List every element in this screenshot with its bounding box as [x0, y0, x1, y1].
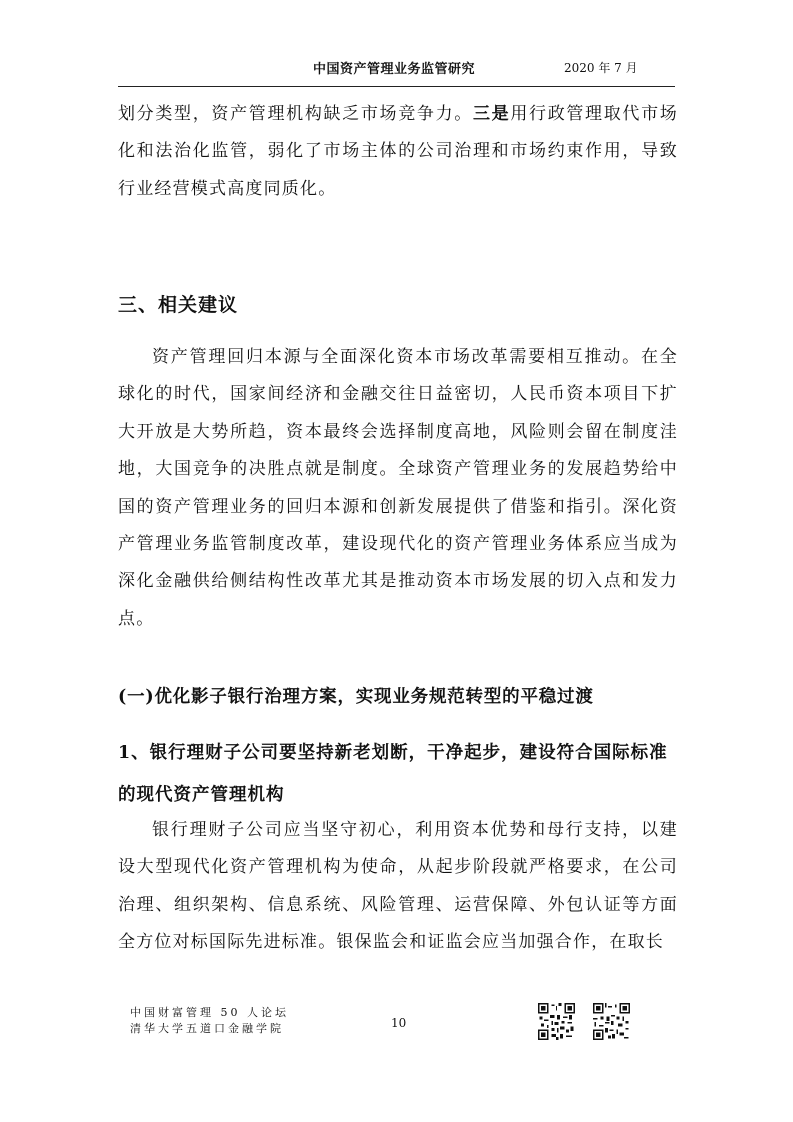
footer-org-line: 中国财富管理 50 人论坛 — [130, 1006, 289, 1019]
paragraph-bank-wealth: 银行理财子公司应当坚守初心，利用资本优势和母行支持，以建设大型现代化资产管理机构为使命，从起步阶段就严格要求，在公司治理、组织架构、信息系统、风险管理、运营保障、外包认证等方面全方位对标国际先进标准。银保监会和证监会应当加强合作，在取长 — [118, 820, 678, 953]
footer-org-line: 清华大学五道口金融学院 — [130, 1022, 284, 1035]
footer-organization — [130, 1005, 289, 1037]
header-title: 中国资产管理业务监管研究 — [313, 62, 476, 77]
page-number: 10 — [391, 1016, 407, 1030]
subsection-heading: (一)优化影子银行治理方案，实现业务规范转型的平稳过渡 — [118, 687, 594, 707]
paragraph-continued — [118, 96, 678, 208]
header-divider — [118, 86, 675, 87]
section-heading: 三、相关建议 — [118, 294, 239, 316]
qr-code-icon — [538, 1003, 575, 1040]
qr-code-icon — [593, 1003, 630, 1040]
paragraph-text: 划分类型，资产管理机构缺乏市场竞争力。 — [118, 104, 473, 124]
paragraph-recommendations: 资产管理回归本源与全面深化资本市场改革需要相互推动。在全球化的时代，国家间经济和金融交往日益密切，人民币资本项目下扩大开放是大势所趋，资本最终会选择制度高地，风险则会留在制度洼地，大国竞争的决胜点就是制度。全球资产管理业务的发展趋势给中国的资产管理业务的回归本源和创新发展提供了借鉴和指引。深化资产管理业务监管制度改革，建设现代化的资产管理业务体系应当成为深化金融供给侧结构性改革尤其是推动资本市场发展的切入点和发力点。 — [118, 347, 678, 629]
paragraph-text: 用行政管理取代市场化和法治化监管，弱化了市场主体的公司治理和市场约束作用，导致行业经营模式高度同质化。 — [118, 104, 678, 199]
header-date: 2020 年 7 月 — [564, 61, 638, 75]
emphasis-text: 三是 — [472, 104, 511, 124]
sub-subsection-heading: 1、银行理财子公司要坚持新老划断，干净起步，建设符合国际标准的现代资产管理机构 — [118, 743, 668, 805]
